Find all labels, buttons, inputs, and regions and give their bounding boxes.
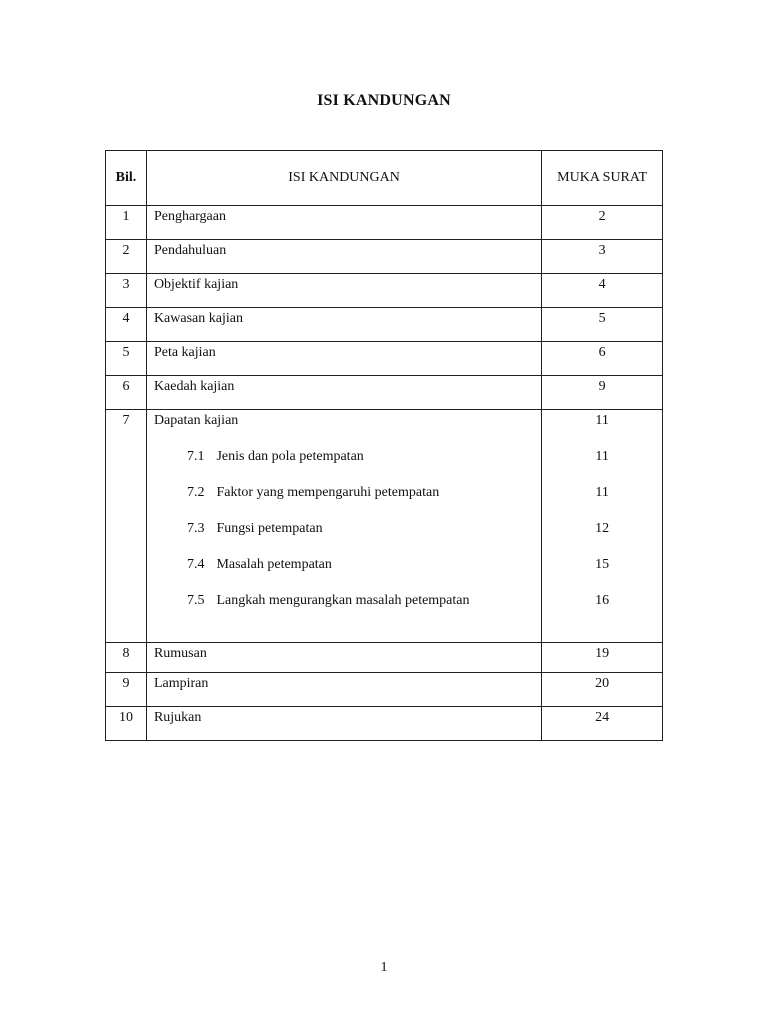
- row-title: Rujukan: [153, 710, 202, 725]
- row-number: 3: [122, 277, 130, 292]
- table-row: [106, 643, 663, 673]
- row-number: 5: [122, 345, 130, 360]
- subitem-number: 7.1: [186, 449, 205, 464]
- row-number: 7: [122, 413, 130, 428]
- row-page: 3: [598, 243, 606, 258]
- row-number: 4: [122, 311, 130, 326]
- subitem-title: Fungsi petempatan: [216, 521, 323, 536]
- row-number: 6: [122, 379, 130, 394]
- subitem: [147, 592, 541, 610]
- subitem: [147, 448, 541, 466]
- header-page: MUKA SURAT: [542, 151, 663, 206]
- subitem-title: Faktor yang mempengaruhi petempatan: [216, 485, 440, 500]
- row-number: 2: [122, 243, 130, 258]
- page-number: 1: [380, 960, 388, 975]
- row-title: Kawasan kajian: [153, 311, 243, 326]
- row-page: 6: [598, 345, 606, 360]
- contents-table: [105, 150, 663, 741]
- table-row: [106, 673, 663, 707]
- row-number: 10: [118, 710, 133, 725]
- row-page: 19: [595, 646, 610, 661]
- row-page: 4: [598, 277, 606, 292]
- subitem-number: 7.2: [186, 485, 205, 500]
- subitem-page: 16: [595, 593, 610, 608]
- row-number: 1: [122, 209, 130, 224]
- table-row: [106, 240, 663, 274]
- table-row: [106, 707, 663, 741]
- subitem-title: Langkah mengurangkan masalah petempatan: [216, 593, 470, 608]
- table-row: [106, 376, 663, 410]
- row-title: Dapatan kajian: [153, 413, 239, 428]
- row-title: Lampiran: [153, 676, 209, 691]
- table-row-with-subitems: [106, 410, 663, 643]
- page-title: ISI KANDUNGAN: [317, 92, 451, 109]
- subitem: [147, 556, 541, 574]
- row-title: Penghargaan: [153, 209, 226, 224]
- row-title: Pendahuluan: [153, 243, 227, 258]
- subitem-title: Masalah petempatan: [216, 557, 332, 572]
- row-title: Peta kajian: [153, 345, 216, 360]
- table-row: [106, 274, 663, 308]
- row-page: 9: [598, 379, 606, 394]
- subitem-number: 7.3: [186, 521, 205, 536]
- subitem-page-list: [542, 448, 662, 610]
- table-row: [106, 206, 663, 240]
- row-page: 24: [595, 710, 610, 725]
- row-title: Rumusan: [153, 646, 207, 661]
- subitem-page: 15: [595, 557, 610, 572]
- subitem: [147, 520, 541, 538]
- row-title: Objektif kajian: [153, 277, 239, 292]
- row-number: 8: [122, 646, 130, 661]
- subitem: [147, 484, 541, 502]
- subitem-page: 12: [595, 521, 610, 536]
- subitem-page: 11: [595, 449, 609, 464]
- row-page: 5: [598, 311, 606, 326]
- table-header-row: [106, 151, 663, 206]
- subitem-number: 7.4: [186, 557, 205, 572]
- row-page: 2: [598, 209, 606, 224]
- subitem-list: [147, 448, 541, 610]
- header-title: ISI KANDUNGAN: [146, 151, 541, 206]
- table-row: [106, 342, 663, 376]
- row-page: 20: [595, 676, 610, 691]
- subitem-page: 11: [595, 485, 609, 500]
- header-bil: Bil.: [106, 151, 147, 206]
- row-number: 9: [122, 676, 130, 691]
- row-page: 11: [595, 413, 609, 428]
- subitem-title: Jenis dan pola petempatan: [216, 449, 364, 464]
- row-title: Kaedah kajian: [153, 379, 235, 394]
- subitem-number: 7.5: [186, 593, 205, 608]
- table-row: [106, 308, 663, 342]
